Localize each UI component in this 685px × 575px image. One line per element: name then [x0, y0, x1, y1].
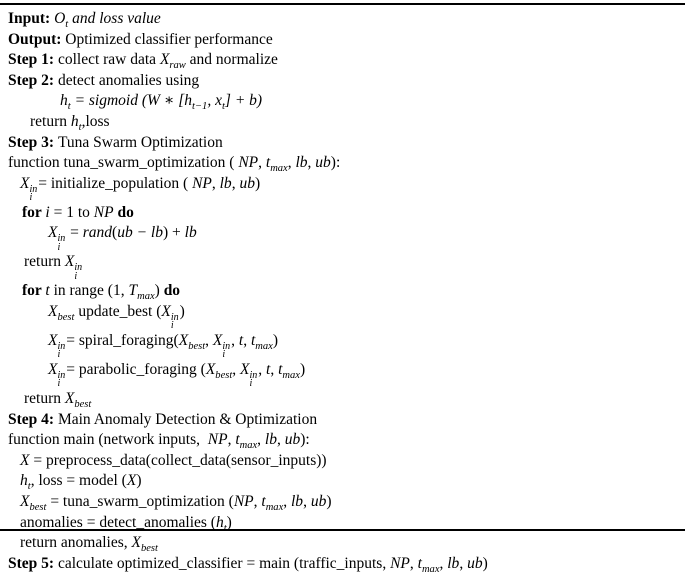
code-line: for t in range (1, $T_{max}$) do: [22, 282, 181, 303]
code-line: Step 3: Tuna Swarm Optimization: [8, 133, 223, 151]
code-line: return anomalies, $X_{best}$: [20, 534, 158, 555]
code-line: X in i = $spiral\_foraging(X_{best}$, X in i , t, $t_{max}$): [48, 331, 279, 361]
code-line: Step 4: Main Anomaly Detection & Optimization: [8, 410, 318, 428]
code-line: Step 5: calculate optimized_classifier = main (traffic_inputs, NP, $t_{max}$, lb, ub): [8, 554, 488, 575]
sup-sub-script: in i: [74, 262, 83, 282]
code-line: return $X_{best}$: [24, 389, 92, 411]
sup-sub-script: in i: [170, 311, 179, 332]
sup-sub-script: in i: [222, 340, 231, 361]
sup-sub-script: in i: [57, 340, 66, 361]
code-line: return $h_t,loss$: [30, 112, 110, 134]
sup-sub-script: in i: [29, 183, 38, 204]
code-line: function tuna_swarm_optimization ( NP, $t_{max}$, lb, ub):: [8, 154, 341, 175]
code-line: X in i = rand(ub − lb) + lb: [48, 224, 197, 253]
code-line: Step 1: collect raw data $X_{raw}$ and normalize: [8, 51, 278, 72]
code-line: return X in i: [24, 253, 83, 282]
algorithm-box: [0, 3, 685, 575]
code-line: Output: Optimized classifier performance: [8, 30, 273, 48]
code-line: X = preprocess_data(collect_data(sensor_inputs)): [20, 451, 327, 469]
code-line: $h_t$ = sigmoid (W ∗ [$h_{t-1}$, $x_t] + b$): [60, 92, 263, 113]
code-line: $X_{best}$ = tuna_swarm_optimization (NP, $t_{max}$, lb, ub): [20, 492, 332, 513]
sup-sub-script: in i: [249, 369, 258, 390]
sup-sub-script: in i: [57, 233, 66, 253]
code-line: anomalies = detect_anomalies $(h_t)$: [20, 513, 232, 534]
sup-sub-script: in i: [57, 369, 66, 390]
algorithm-lines: [8, 9, 677, 574]
code-line: $X_{best}$ update_best (X in i ): [48, 302, 185, 332]
code-line: Input: $O_t$ and loss value: [8, 10, 161, 31]
code-line: X in i = initialize_population ( NP, lb, ub): [20, 174, 261, 204]
code-line: X in i = parabolic_foraging ($X_{best}$, X in i , t, $t_{max}$): [48, 360, 306, 390]
code-line: $h_t$, loss = model (X): [20, 472, 142, 493]
code-line: function main (network inputs, NP, $t_{max}$, lb, ub):: [8, 431, 310, 452]
code-line: for i = 1 to NP do: [22, 203, 134, 221]
code-line: Step 2: detect anomalies using: [8, 71, 200, 89]
